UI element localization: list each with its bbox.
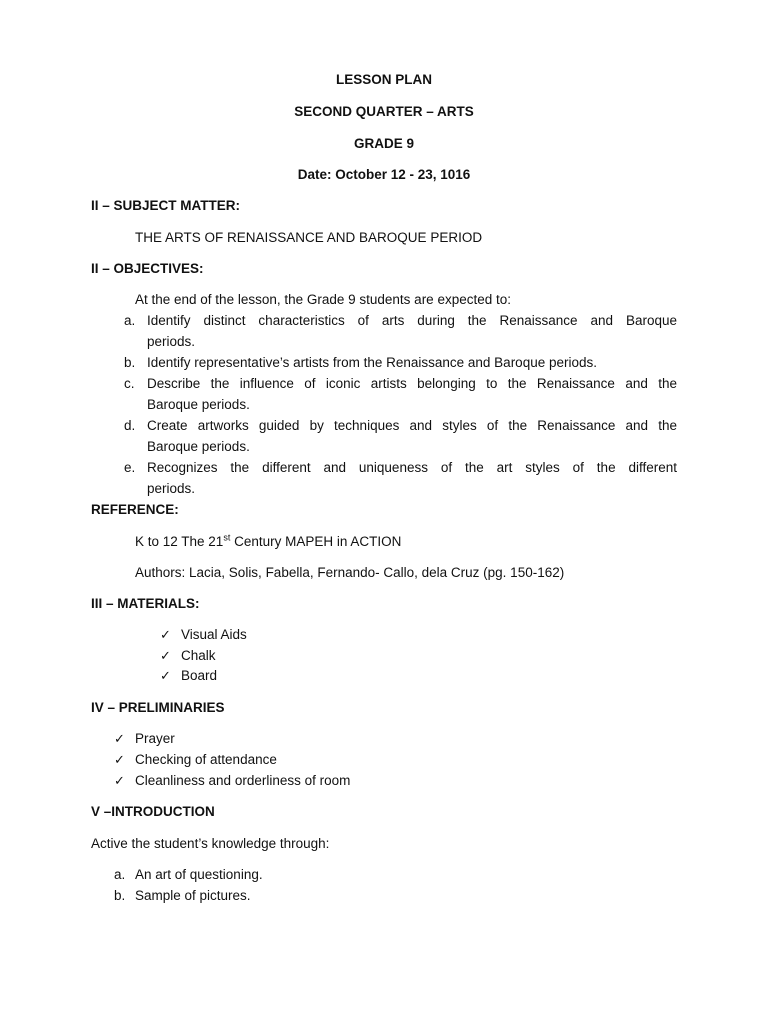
reference-book-prefix: K to 12 The 21	[135, 534, 224, 549]
objective-text: Create artworks guided by techniques and styles of the Renaissance and the	[147, 418, 677, 433]
preliminary-item: Prayer	[135, 731, 175, 746]
checkmark-icon: ✓	[160, 668, 171, 683]
date-heading: Date: October 12 - 23, 1016	[297, 167, 471, 182]
objective-text-continued: periods.	[147, 334, 196, 349]
introduction-marker: a.	[114, 867, 126, 882]
objective-marker: e.	[124, 460, 136, 475]
checkmark-icon: ✓	[114, 731, 125, 746]
introduction-heading: V –INTRODUCTION	[91, 804, 215, 819]
grade-heading: GRADE 9	[353, 136, 414, 151]
subject-matter-text: THE ARTS OF RENAISSANCE AND BAROQUE PERIOD	[135, 230, 483, 245]
reference-authors: Authors: Lacia, Solis, Fabella, Fernando- Callo, dela Cruz (pg. 150-162)	[135, 565, 565, 580]
objective-text-continued: periods.	[147, 481, 196, 496]
introduction-item: Sample of pictures.	[135, 888, 251, 903]
reference-book-superscript: st	[223, 532, 231, 543]
introduction-marker: b.	[114, 888, 126, 903]
document-title: LESSON PLAN	[335, 72, 432, 87]
reference-book	[135, 534, 401, 550]
objective-text: Describe the influence of iconic artists belonging to the Renaissance and the	[147, 376, 677, 391]
checkmark-icon: ✓	[160, 627, 171, 642]
objective-text-continued: Baroque periods.	[147, 439, 250, 454]
quarter-heading: SECOND QUARTER – ARTS	[294, 104, 474, 119]
subject-matter-heading: II – SUBJECT MATTER:	[91, 198, 241, 213]
objective-text: Identify representative’s artists from the Renaissance and Baroque periods.	[147, 355, 597, 370]
objective-text: Recognizes the different and uniqueness of the art styles of the different	[147, 460, 677, 475]
introduction-item: An art of questioning.	[135, 867, 263, 882]
objective-text-continued: Baroque periods.	[147, 397, 250, 412]
material-item: Board	[181, 668, 218, 683]
checkmark-icon: ✓	[160, 648, 171, 663]
preliminary-item: Checking of attendance	[135, 752, 277, 767]
preliminaries-heading: IV – PRELIMINARIES	[91, 700, 225, 715]
objectives-intro: At the end of the lesson, the Grade 9 students are expected to:	[135, 292, 511, 307]
materials-heading: III – MATERIALS:	[91, 596, 200, 611]
objective-text: Identify distinct characteristics of arts during the Renaissance and Baroque	[147, 313, 677, 328]
reference-heading: REFERENCE:	[91, 502, 179, 517]
checkmark-icon: ✓	[114, 752, 125, 767]
objective-marker: d.	[124, 418, 136, 433]
objectives-heading: II – OBJECTIVES:	[91, 261, 204, 276]
material-item: Visual Aids	[181, 627, 247, 642]
objective-marker: a.	[124, 313, 136, 328]
objective-marker: c.	[124, 376, 135, 391]
introduction-text: Active the student’s knowledge through:	[91, 836, 330, 851]
preliminary-item: Cleanliness and orderliness of room	[135, 773, 351, 788]
objective-marker: b.	[124, 355, 136, 370]
reference-book-suffix: Century MAPEH in ACTION	[230, 534, 402, 549]
checkmark-icon: ✓	[114, 773, 125, 788]
material-item: Chalk	[181, 648, 216, 663]
